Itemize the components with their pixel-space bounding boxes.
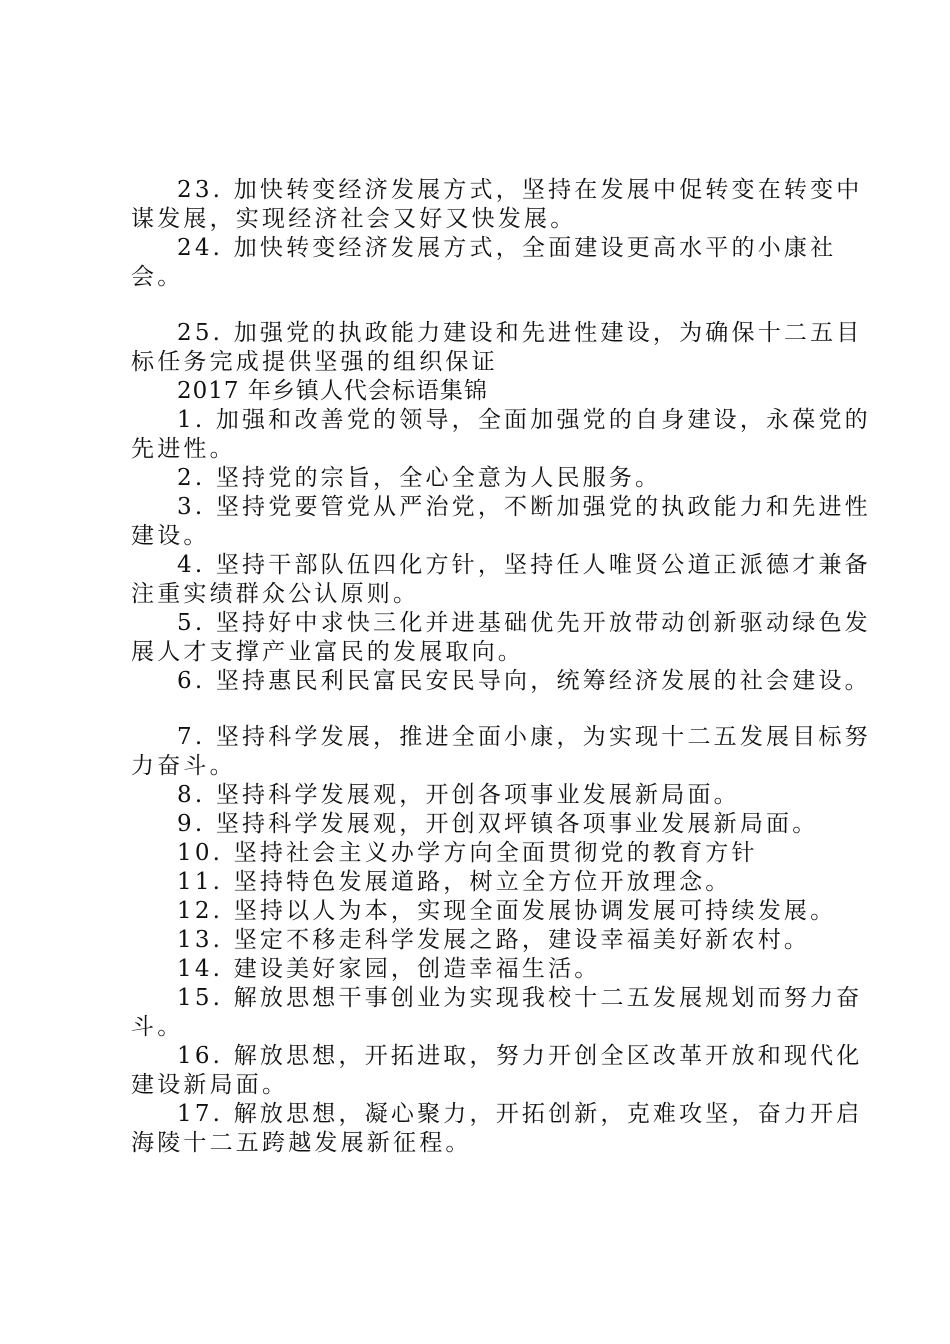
- paragraph-11: 11. 坚持特色发展道路，树立全方位开放理念。: [177, 869, 732, 895]
- paragraph-25: 25. 加强党的执政能力建设和先进性建设，为确保十二五目标任务完成提供坚强的组织保证: [131, 320, 863, 375]
- paragraph-4: 4. 坚持干部队伍四化方针，坚持任人唯贤公道正派德才兼备注重实绩群众公认原则。: [131, 552, 871, 607]
- paragraph-13: 13. 坚定不移走科学发展之路，建设幸福美好新农村。: [177, 927, 811, 953]
- paragraph-8: 8. 坚持科学发展观，开创各项事业发展新局面。: [177, 782, 740, 808]
- paragraph-15: 15. 解放思想干事创业为实现我校十二五发展规划而努力奋斗。: [131, 985, 863, 1040]
- paragraph-3: 3. 坚持党要管党从严治党，不断加强党的执政能力和先进性建设。: [131, 494, 871, 549]
- paragraph-10: 10. 坚持社会主义办学方向全面贯彻党的教育方针: [177, 840, 758, 866]
- paragraph-14: 14. 建设美好家园，创造幸福生活。: [177, 956, 601, 982]
- paragraph-6: 6. 坚持惠民利民富民安民导向，统筹经济发展的社会建设。: [177, 668, 871, 694]
- paragraph-1: 1. 加强和改善党的领导，全面加强党的自身建设，永葆党的先进性。: [131, 407, 871, 462]
- paragraph-5: 5. 坚持好中求快三化并进基础优先开放带动创新驱动绿色发展人才支撑产业富民的发展取向。: [131, 610, 871, 665]
- paragraph-16: 16. 解放思想，开拓进取，努力开创全区改革开放和现代化建设新局面。: [131, 1043, 863, 1098]
- paragraph-23: 23. 加快转变经济发展方式，坚持在发展中促转变在转变中谋发展，实现经济社会又好又快发展。: [131, 177, 863, 232]
- paragraph-12: 12. 坚持以人为本，实现全面发展协调发展可持续发展。: [177, 898, 837, 924]
- paragraph-24: 24. 加快转变经济发展方式，全面建设更高水平的小康社会。: [131, 235, 837, 290]
- section-title: 2017 年乡镇人代会标语集锦: [177, 378, 488, 404]
- paragraph-7: 7. 坚持科学发展，推进全面小康，为实现十二五发展目标努力奋斗。: [131, 724, 871, 779]
- document-body: [131, 176, 871, 1158]
- paragraph-17: 17. 解放思想，凝心聚力，开拓创新，克难攻坚，奋力开启海陵十二五跨越发展新征程。: [131, 1101, 863, 1156]
- paragraph-9: 9. 坚持科学发展观，开创双坪镇各项事业发展新局面。: [177, 811, 819, 837]
- paragraph-2: 2. 坚持党的宗旨，全心全意为人民服务。: [177, 465, 662, 491]
